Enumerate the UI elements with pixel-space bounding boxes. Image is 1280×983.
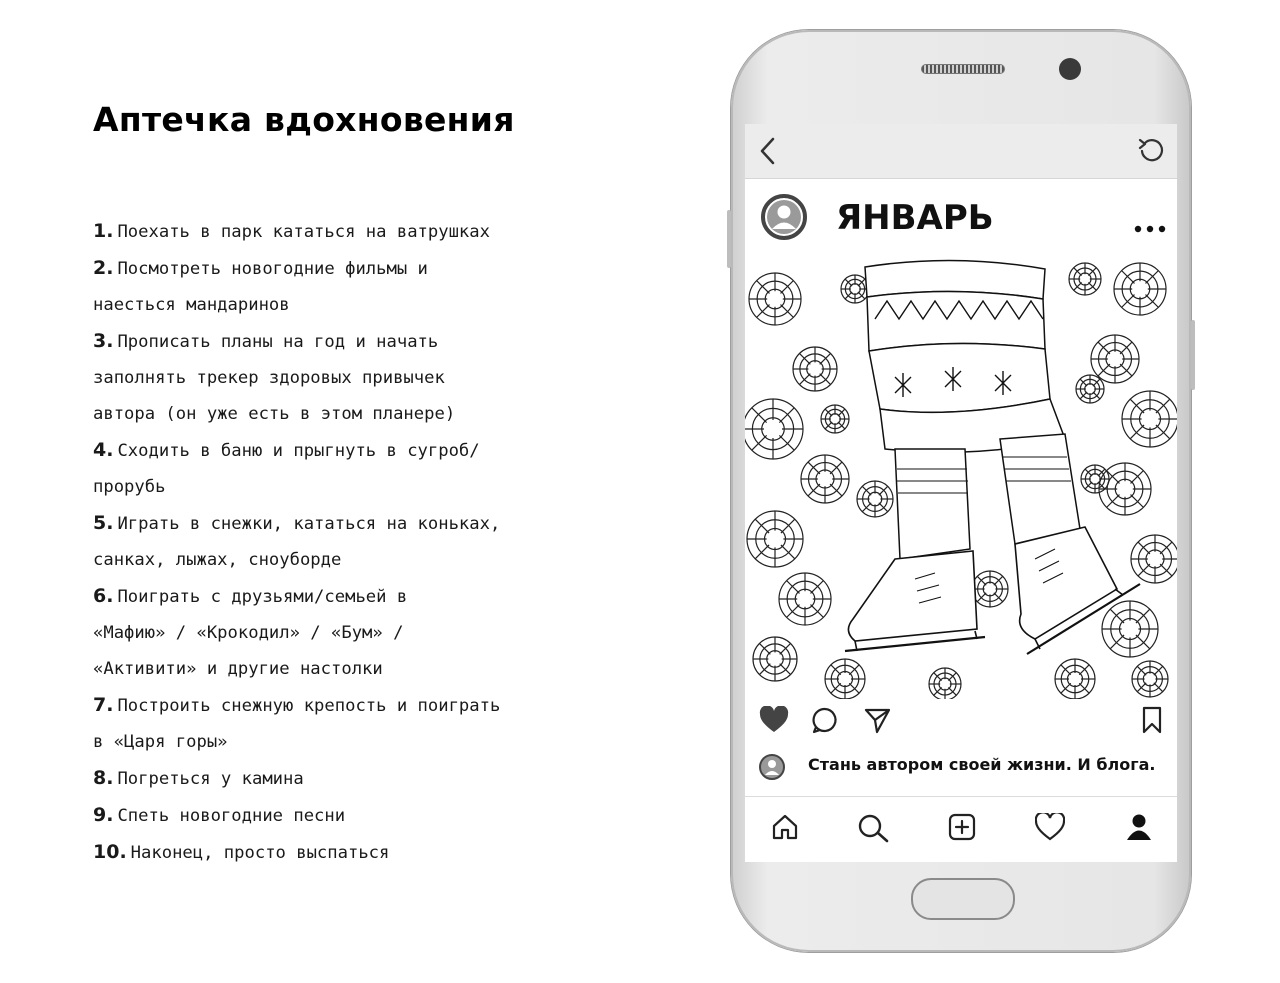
list-item-number: 5. xyxy=(93,512,114,534)
back-chevron-icon[interactable] xyxy=(757,136,779,166)
browser-top-bar xyxy=(745,124,1177,179)
list-item xyxy=(93,834,533,871)
caption-row xyxy=(745,750,1177,782)
list-item-continuation: «Активити» и другие настолки xyxy=(93,659,383,679)
list-item-number: 7. xyxy=(93,694,114,716)
list-item xyxy=(93,578,533,615)
list-item-number: 6. xyxy=(93,585,114,607)
bottom-nav xyxy=(745,796,1177,862)
list-item-text: Спеть новогодние песни xyxy=(117,806,346,826)
list-item-continuation: прорубь xyxy=(93,477,166,497)
search-icon[interactable] xyxy=(857,813,889,843)
list-item xyxy=(93,432,533,469)
post-title: ЯНВАРЬ xyxy=(836,198,994,238)
more-options-icon[interactable] xyxy=(1133,224,1167,234)
list-item-continuation: заполнять трекер здоровых привычек xyxy=(93,368,445,388)
list-item-continuation: «Мафию» / «Крокодил» / «Бум» / xyxy=(93,623,404,643)
list-item-continuation: автора (он уже есть в этом планере) xyxy=(93,404,456,424)
list-item-text: Наконец, просто выспаться xyxy=(130,843,390,863)
list-item-text: Поиграть с друзьями/семьей в xyxy=(117,587,408,607)
list-item-text: Сходить в баню и прыгнуть в сугроб/ xyxy=(117,441,480,461)
list-item-number: 1. xyxy=(93,220,114,242)
post-header xyxy=(745,194,1177,256)
list-item-text: Прописать планы на год и начать xyxy=(117,332,439,352)
list-item-continuation: санках, лыжах, сноуборде xyxy=(93,550,342,570)
phone-speaker xyxy=(921,64,1005,74)
list-item-continuation: наесться мандаринов xyxy=(93,295,290,315)
bookmark-icon[interactable] xyxy=(1141,706,1163,734)
comment-icon[interactable] xyxy=(811,706,839,734)
list-item-number: 2. xyxy=(93,257,114,279)
power-button xyxy=(1191,320,1195,390)
list-item xyxy=(93,797,533,834)
heart-icon[interactable] xyxy=(1035,813,1065,841)
list-item-text: Посмотреть новогодние фильмы и xyxy=(117,259,428,279)
post-actions xyxy=(745,706,1177,746)
reload-icon[interactable] xyxy=(1137,136,1165,164)
profile-icon[interactable] xyxy=(1126,813,1152,841)
post-caption: Стань автором своей жизни. И блога. xyxy=(808,755,1156,774)
smartphone xyxy=(731,30,1191,952)
home-icon[interactable] xyxy=(771,813,799,841)
list-item-text: Играть в снежки, кататься на коньках, xyxy=(117,514,501,534)
list-item-number: 4. xyxy=(93,439,114,461)
list-item-text: Построить снежную крепость и поиграть xyxy=(117,696,501,716)
list-item-text: Погреться у камина xyxy=(117,769,304,789)
list-item-continuation: в «Царя горы» xyxy=(93,732,228,752)
inspiration-list xyxy=(93,213,533,871)
page-title: Аптечка вдохновения xyxy=(93,100,515,139)
list-item-text: Поехать в парк кататься на ватрушках xyxy=(117,222,490,242)
list-item-number: 9. xyxy=(93,804,114,826)
list-item-number: 10. xyxy=(93,841,127,863)
list-item-number: 8. xyxy=(93,767,114,789)
avatar[interactable] xyxy=(761,194,807,240)
small-avatar-icon[interactable] xyxy=(759,754,785,780)
list-item-number: 3. xyxy=(93,330,114,352)
add-post-icon[interactable] xyxy=(948,813,976,841)
phone-camera xyxy=(1059,58,1081,80)
list-item xyxy=(93,323,533,360)
phone-screen xyxy=(745,124,1177,862)
post-image-coloring-skates xyxy=(745,259,1177,699)
list-item xyxy=(93,760,533,797)
list-item xyxy=(93,213,533,250)
list-item xyxy=(93,687,533,724)
list-item xyxy=(93,250,533,287)
home-button[interactable] xyxy=(911,878,1015,920)
heart-filled-icon[interactable] xyxy=(759,706,789,734)
share-icon[interactable] xyxy=(863,706,891,734)
list-item xyxy=(93,505,533,542)
volume-button xyxy=(727,210,731,268)
